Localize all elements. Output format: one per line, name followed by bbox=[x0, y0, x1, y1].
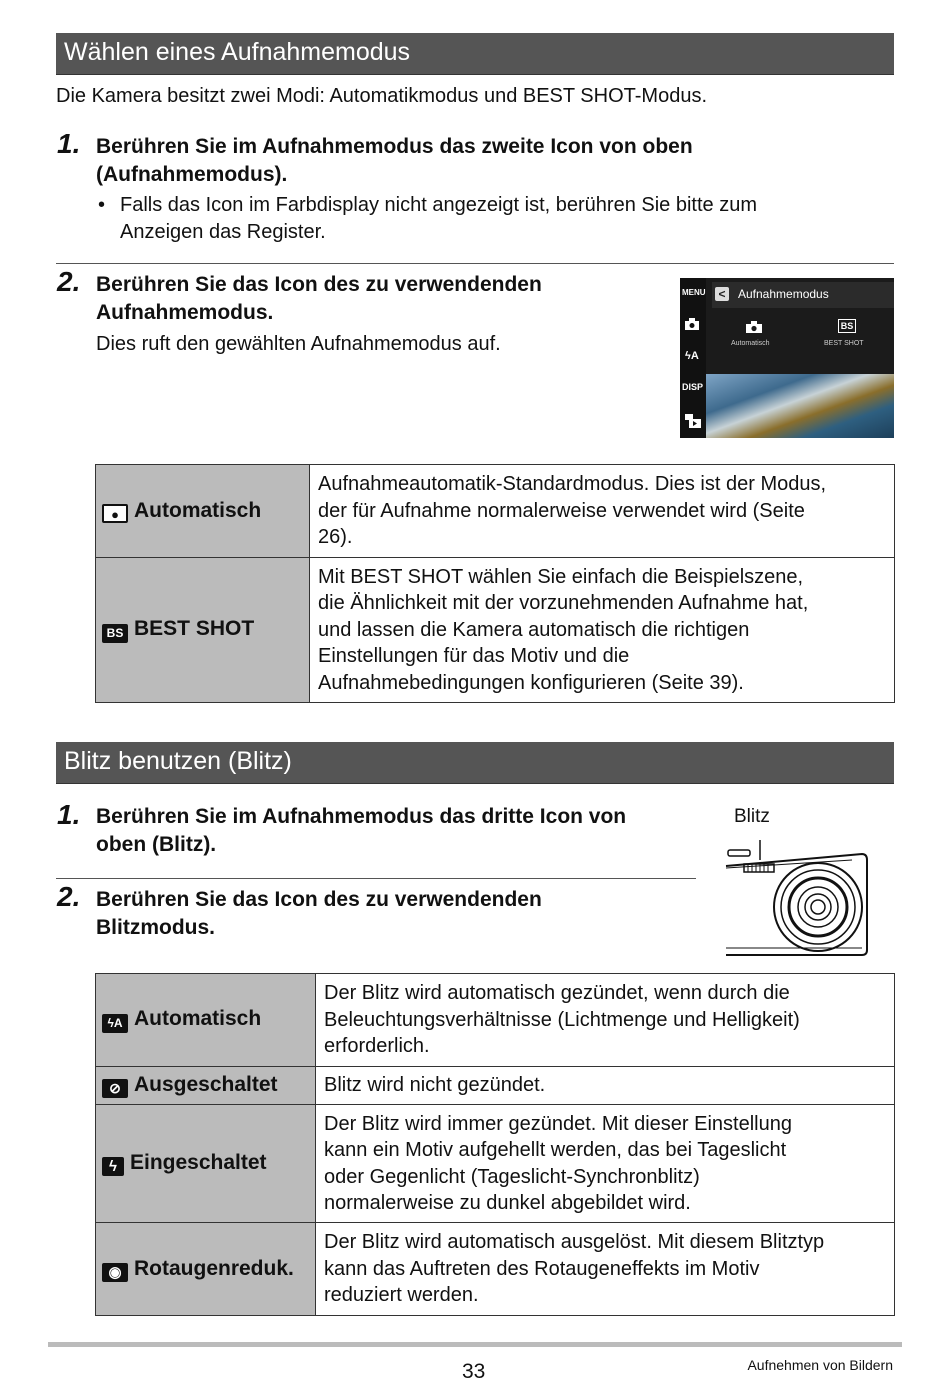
flash-description: Der Blitz wird automatisch gezündet, wenn durch die Beleuchtungsverhältnisse (Lichtmenge und Helligkeit) erforderlich. bbox=[316, 974, 895, 1067]
step-title bbox=[96, 803, 626, 859]
page-number: 33 bbox=[462, 1360, 486, 1382]
step-title bbox=[96, 133, 693, 189]
mode-name: BEST SHOT bbox=[134, 617, 255, 640]
step-title bbox=[96, 271, 542, 327]
screen-menu-label: MENU bbox=[682, 288, 706, 297]
flash-mode-name: Rotaugenreduk. bbox=[134, 1256, 294, 1280]
mode-description: Aufnahmeautomatik-Standardmodus. Dies ist der Modus, der für Aufnahme normalerweise verwendet wird (Seite 26). bbox=[310, 465, 895, 558]
note-line: Falls das Icon im Farbdisplay nicht angezeigt ist, berühren Sie bitte zum bbox=[120, 194, 757, 216]
section-intro: Die Kamera besitzt zwei Modi: Automatikmodus und BEST SHOT-Modus. bbox=[56, 85, 708, 107]
step-title-line: Berühren Sie das Icon des zu verwendenden bbox=[96, 888, 542, 911]
step-title-line: (Aufnahmemodus). bbox=[96, 163, 288, 186]
step-title-line: Blitzmodus. bbox=[96, 916, 215, 939]
step-number: 2. bbox=[57, 266, 81, 297]
flash-auto-icon: ϟA bbox=[685, 350, 699, 362]
shooting-mode-table bbox=[95, 464, 895, 703]
footer-divider bbox=[48, 1342, 902, 1347]
table-row bbox=[96, 1105, 895, 1223]
camera-screen-image bbox=[680, 278, 894, 438]
footer-chapter: Aufnehmen von Bildern bbox=[747, 1357, 893, 1373]
auto-mode-icon bbox=[746, 320, 762, 338]
divider bbox=[56, 878, 696, 879]
mode-description: Mit BEST SHOT wählen Sie einfach die Beispielszene, die Ähnlichkeit mit der vorzunehmenden Aufnahme hat, und lassen die Kamera automatisch die richtigen Einstellungen für das Motiv und die Aufnahmebedingungen konfigurieren (Seite 39). bbox=[310, 558, 895, 703]
camera-icon bbox=[685, 318, 699, 333]
table-row bbox=[96, 465, 895, 558]
table-row bbox=[96, 558, 895, 703]
mode-name: Automatisch bbox=[134, 499, 262, 522]
bullet-marker: • bbox=[98, 194, 106, 216]
step-title bbox=[96, 886, 542, 942]
step-number: 2. bbox=[57, 881, 81, 912]
step-title-line: Berühren Sie im Aufnahmemodus das dritte Icon von bbox=[96, 805, 627, 828]
step-title-line: Aufnahmemodus. bbox=[96, 301, 274, 324]
flash-mode-name: Ausgeschaltet bbox=[134, 1073, 278, 1096]
flash-label bbox=[96, 974, 316, 1067]
camera-icon: ● bbox=[102, 504, 128, 523]
flash-auto-icon: ϟA bbox=[102, 1014, 128, 1033]
flash-description: Der Blitz wird automatisch ausgelöst. Mit diesem Blitztyp kann das Auftreten des Rotaugeneffekts im Motiv reduziert werden. bbox=[316, 1223, 895, 1316]
screen-option-bestshot: BEST SHOT bbox=[824, 340, 864, 347]
camera-illustration bbox=[722, 840, 872, 960]
flash-description: Der Blitz wird immer gezündet. Mit dieser Einstellung kann ein Motiv aufgehellt werden, das bei Tageslicht oder Gegenlicht (Tageslicht-Synchronblitz) normalerweise zu dunkel abgebildet wird. bbox=[316, 1105, 895, 1223]
red-eye-icon: ◉ bbox=[102, 1263, 128, 1282]
step-title-line: Berühren Sie das Icon des zu verwendenden bbox=[96, 273, 542, 296]
back-icon: < bbox=[715, 287, 729, 301]
bs-icon: BS bbox=[102, 624, 128, 643]
screen-option-auto: Automatisch bbox=[731, 340, 770, 347]
playback-icon bbox=[685, 414, 701, 431]
section-heading-flash: Blitz benutzen (Blitz) bbox=[56, 742, 894, 784]
mode-label bbox=[96, 558, 310, 703]
step-number: 1. bbox=[57, 799, 81, 830]
screen-title: Aufnahmemodus bbox=[738, 287, 829, 301]
step-description: Dies ruft den gewählten Aufnahmemodus auf. bbox=[96, 333, 501, 355]
table-row bbox=[96, 974, 895, 1067]
step-number: 1. bbox=[57, 128, 81, 159]
section-heading-shooting-mode: Wählen eines Aufnahmemodus bbox=[56, 33, 894, 75]
table-row bbox=[96, 1223, 895, 1316]
mode-label bbox=[96, 465, 310, 558]
bs-icon: BS bbox=[838, 319, 856, 333]
step-title-line: oben (Blitz). bbox=[96, 833, 217, 856]
step-title-line: Berühren Sie im Aufnahmemodus das zweite Icon von oben bbox=[96, 135, 693, 158]
note-line: Anzeigen das Register. bbox=[120, 221, 326, 243]
flash-mode-name: Eingeschaltet bbox=[130, 1151, 267, 1174]
divider bbox=[56, 263, 894, 264]
figure-caption: Blitz bbox=[734, 806, 770, 827]
preview-photo bbox=[706, 374, 894, 438]
flash-mode-name: Automatisch bbox=[134, 1007, 262, 1030]
table-row bbox=[96, 1067, 895, 1105]
flash-label bbox=[96, 1223, 316, 1316]
disp-icon: DISP bbox=[682, 382, 704, 392]
flash-off-icon: ⊘ bbox=[102, 1079, 128, 1098]
flash-label bbox=[96, 1105, 316, 1223]
flash-description: Blitz wird nicht gezündet. bbox=[316, 1067, 895, 1105]
step-note bbox=[120, 192, 860, 246]
flash-mode-table bbox=[95, 973, 895, 1316]
flash-on-icon: ϟ bbox=[102, 1157, 124, 1176]
flash-label bbox=[96, 1067, 316, 1105]
